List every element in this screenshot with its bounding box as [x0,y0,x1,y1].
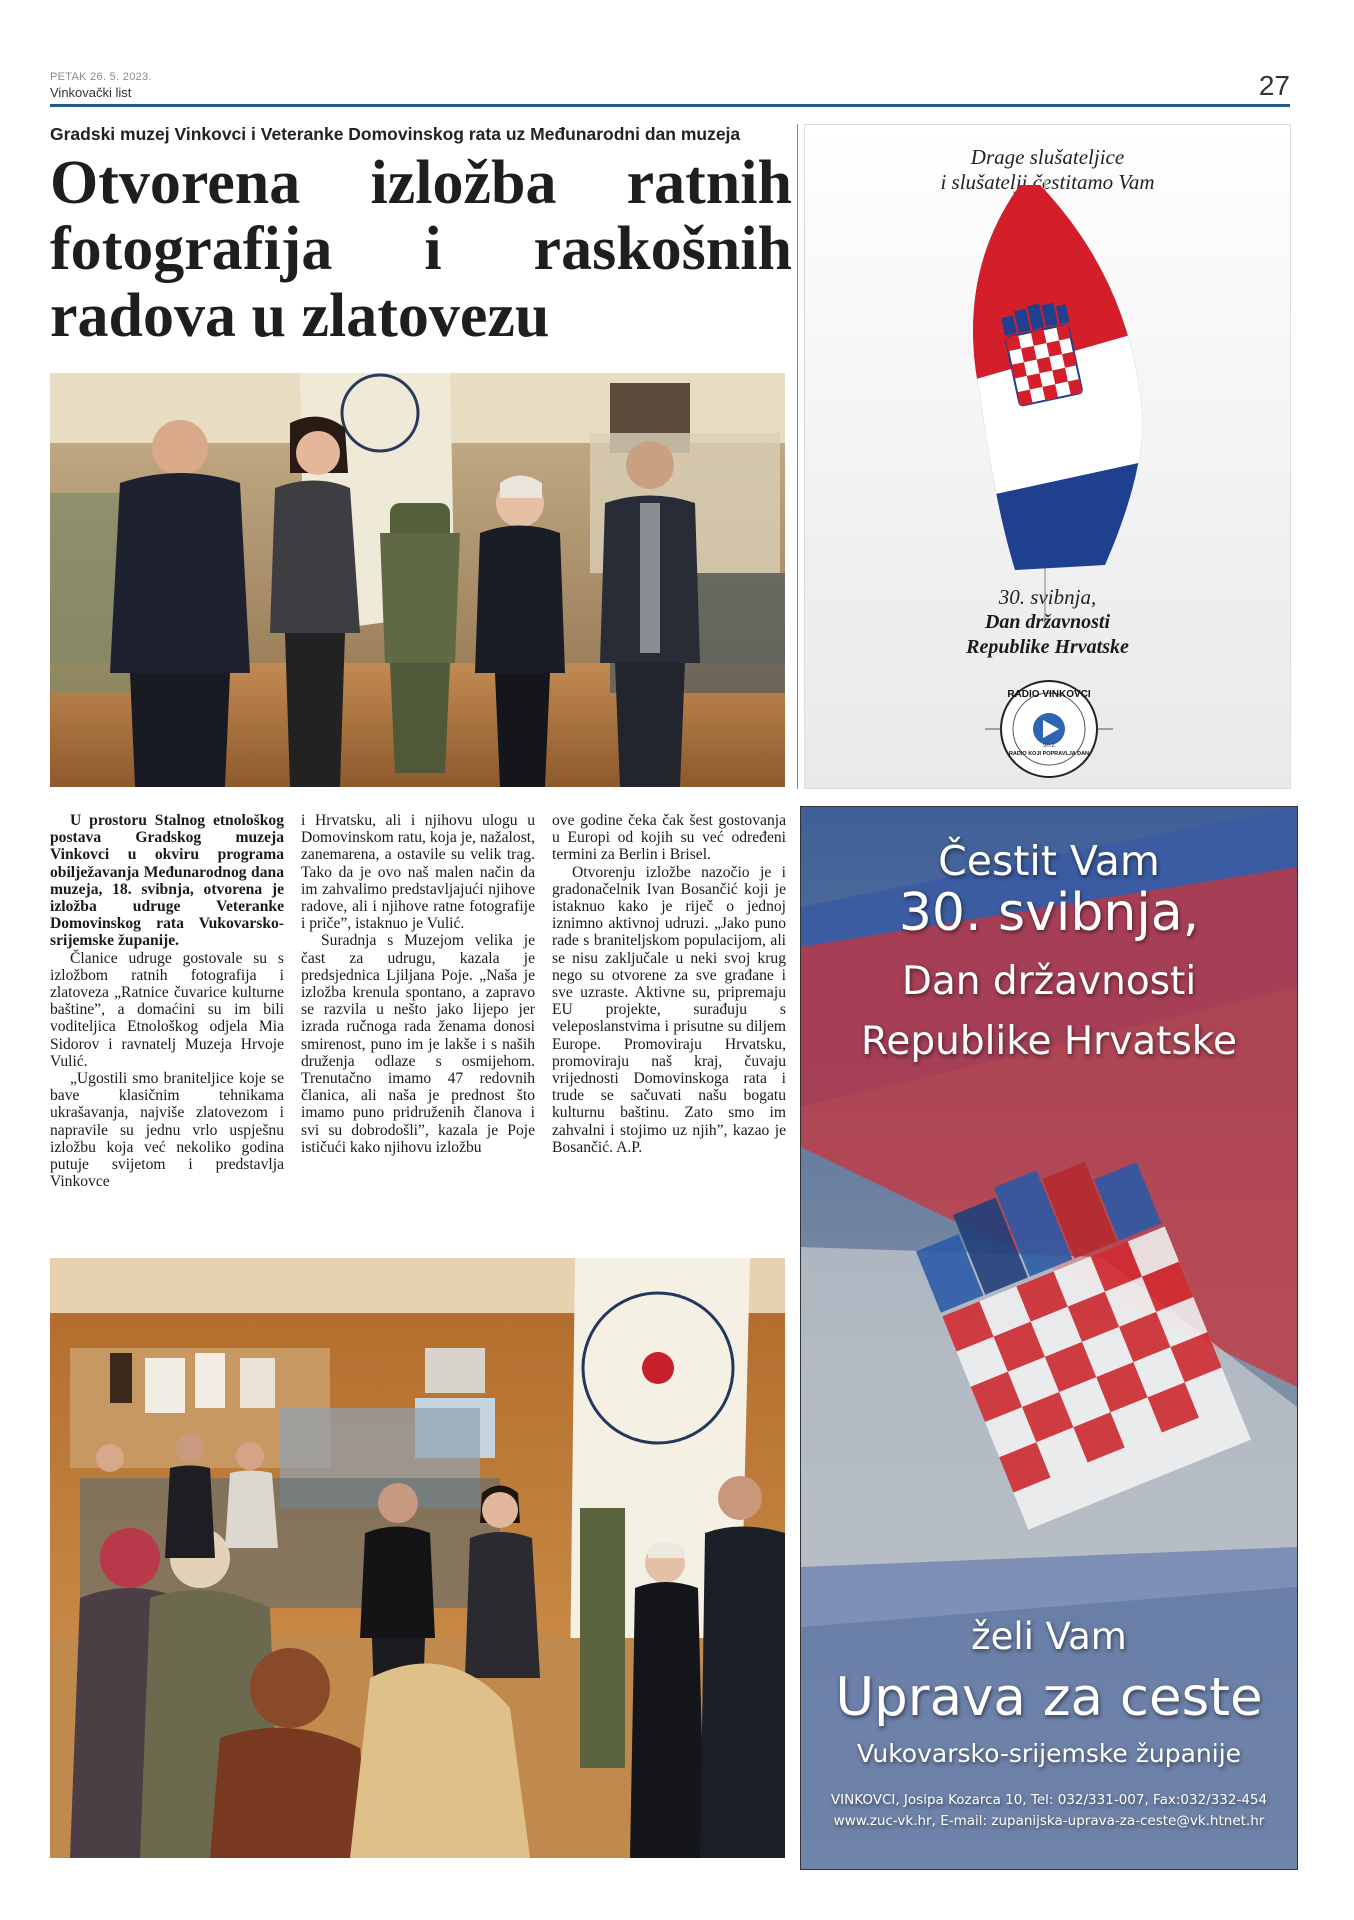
photo-museum-visitors-standing [50,373,785,787]
ad-greeting-line-1: Drage slušateljice [970,145,1125,169]
ad-headline-line-1: Čestit Vam [938,837,1160,885]
ad-contact-web-email: www.zuc-vk.hr, E-mail: zupanijska-uprava-za-ceste@vk.htnet.hr [833,1813,1265,1829]
article-column-1 [50,812,284,1190]
ad-headline-line-4: Republike Hrvatske [861,1019,1237,1064]
ad-sender-name: Uprava za ceste [835,1667,1263,1728]
article-paragraph: U prostoru Stalnog etnološkog postava Gradskog muzeja Vinkovci u okviru programa obilježavanja Međunarodnog dana muzeja, 18. svibnja, otvorena je izložba udruge Veteranke Domovinskog rata Vukovarsko-srijemske županije. [50,812,284,950]
article-photo-opening [50,1258,785,1858]
article-headline: Otvorena izložba ratnih fotografija i raskošnih radova u zlatovezu [50,149,792,350]
article-kicker: Gradski muzej Vinkovci i Veteranke Domovinskog rata uz Međunarodni dan muzeja [50,124,741,144]
ad-occasion-line-2: Republike Hrvatske [966,636,1129,658]
advert-uprava-za-ceste [800,806,1298,1870]
header-rule [50,104,1290,107]
issue-date: PETAK 26. 5. 2023. [50,71,152,83]
article-column-3 [552,812,786,1156]
radio-vinkovci-logo [985,677,1113,783]
ad-greeting-line-2: i slušatelji čestitamo Vam [940,170,1155,194]
ad-sender-line-1: želi Vam [971,1615,1127,1658]
article-paragraph: Suradnja s Muzejom velika je čast za udrugu, kazala je predsjednica Ljiljana Poje. „Naša je izložba krenula spontano, a zapravo se razvila u nešto jako lijepo jer izrada ručnoga rada ženama donosi smirenost, puno im je lakše i s naših druženja odlaze s osmijehom. Trenutačno imamo 47 redovnih članica, ali naša je prednost što imamo puno pridruženih članova i svi su dobrodošli”, kazala je Poje ističući kako njihovu izložbu [301,932,535,1156]
page-number: 27 [1258,70,1290,101]
article-paragraph: Članice udruge gostovale su s izložbom ratnih fotografija i zlatoveza „Ratnice čuvarice kulturne baštine”, a domaćini su im bili voditeljica Etnološkog odjela Mia Sidorov i ravnatelj Muzeja Hrvoje Vulić. [50,949,284,1070]
radio-logo-text: RADIO VINKOVCI [1007,689,1091,700]
column-divider [797,124,798,789]
article-paragraph: ove godine čeka čak šest gostovanja u Europi od kojih su već određeni termini za Berlin i Brisel. [552,812,786,864]
ad-contact-address: VINKOVCI, Josipa Kozarca 10, Tel: 032/331-007, Fax:032/332-454 [830,1792,1268,1808]
radio-logo-frequency: 90.2 [1043,743,1055,749]
ad-headline-line-3: Dan državnosti [901,959,1197,1004]
article-column-2 [301,812,535,1156]
photo-exhibition-opening-crowd [50,1258,785,1858]
article-paragraph: i Hrvatsku, ali i njihovu ulogu u Domovinskom ratu, koja je, nažalost, zanemarena, a ostavile su velik trag. Tako da je ovo naš malen način da im zahvalimo predstavljajući njihove radove, ali i njihove ratne fotografije i priče”, istaknuo je Vulić. [301,812,535,933]
article-photo-group [50,373,785,787]
ad-sender-county: Vukovarsko-srijemske županije [856,1739,1242,1768]
person-bald-man-right [700,1476,785,1858]
radio-logo-slogan: RADIO KOJI POPRAVLJA DAN [1008,751,1090,757]
advert-radio-vinkovci [804,124,1291,789]
ad-date-line: 30. svibnja, [998,585,1097,609]
ad-headline-line-2: 30. svibnja, [898,883,1200,943]
person-woman-white-hair [630,1542,705,1858]
publication-name: Vinkovački list [50,85,132,100]
article-paragraph: Otvorenju izložbe nazočio je i gradonačelnik Ivan Bosančić koji je istaknuo kako je riječ o jednoj iznimno aktivnoj udruzi. „Jako puno rade s braniteljskom populacijom, ali se nisu zaključale u neki svoj krug nego su otvorene za sve građane i sve uzraste. Aktivne su, pripremaju EU projekte, surađuju s veleposlanstvima i prisutne su diljem Europe. Promoviraju Hrvatsku, promoviraju naš kraj, čuvaju vrijednosti Domovinskoga rata i trude se sačuvati našu bogatu kulturnu baštinu. Zato smo im zahvalni i stojimo uz njih”, kazao je Bosančić. A.P. [552,863,786,1156]
ad-occasion-line-1: Dan državnosti [984,611,1111,633]
article-paragraph: „Ugostili smo braniteljice koje se bave klasičnim tehnikama ukrašavanja, najviše zlatovezom i napravile su jednu vrlo uspješnu izložbu koja već nekoliko godina putuje svijetom i predstavlja Vinkovce [50,1070,284,1191]
